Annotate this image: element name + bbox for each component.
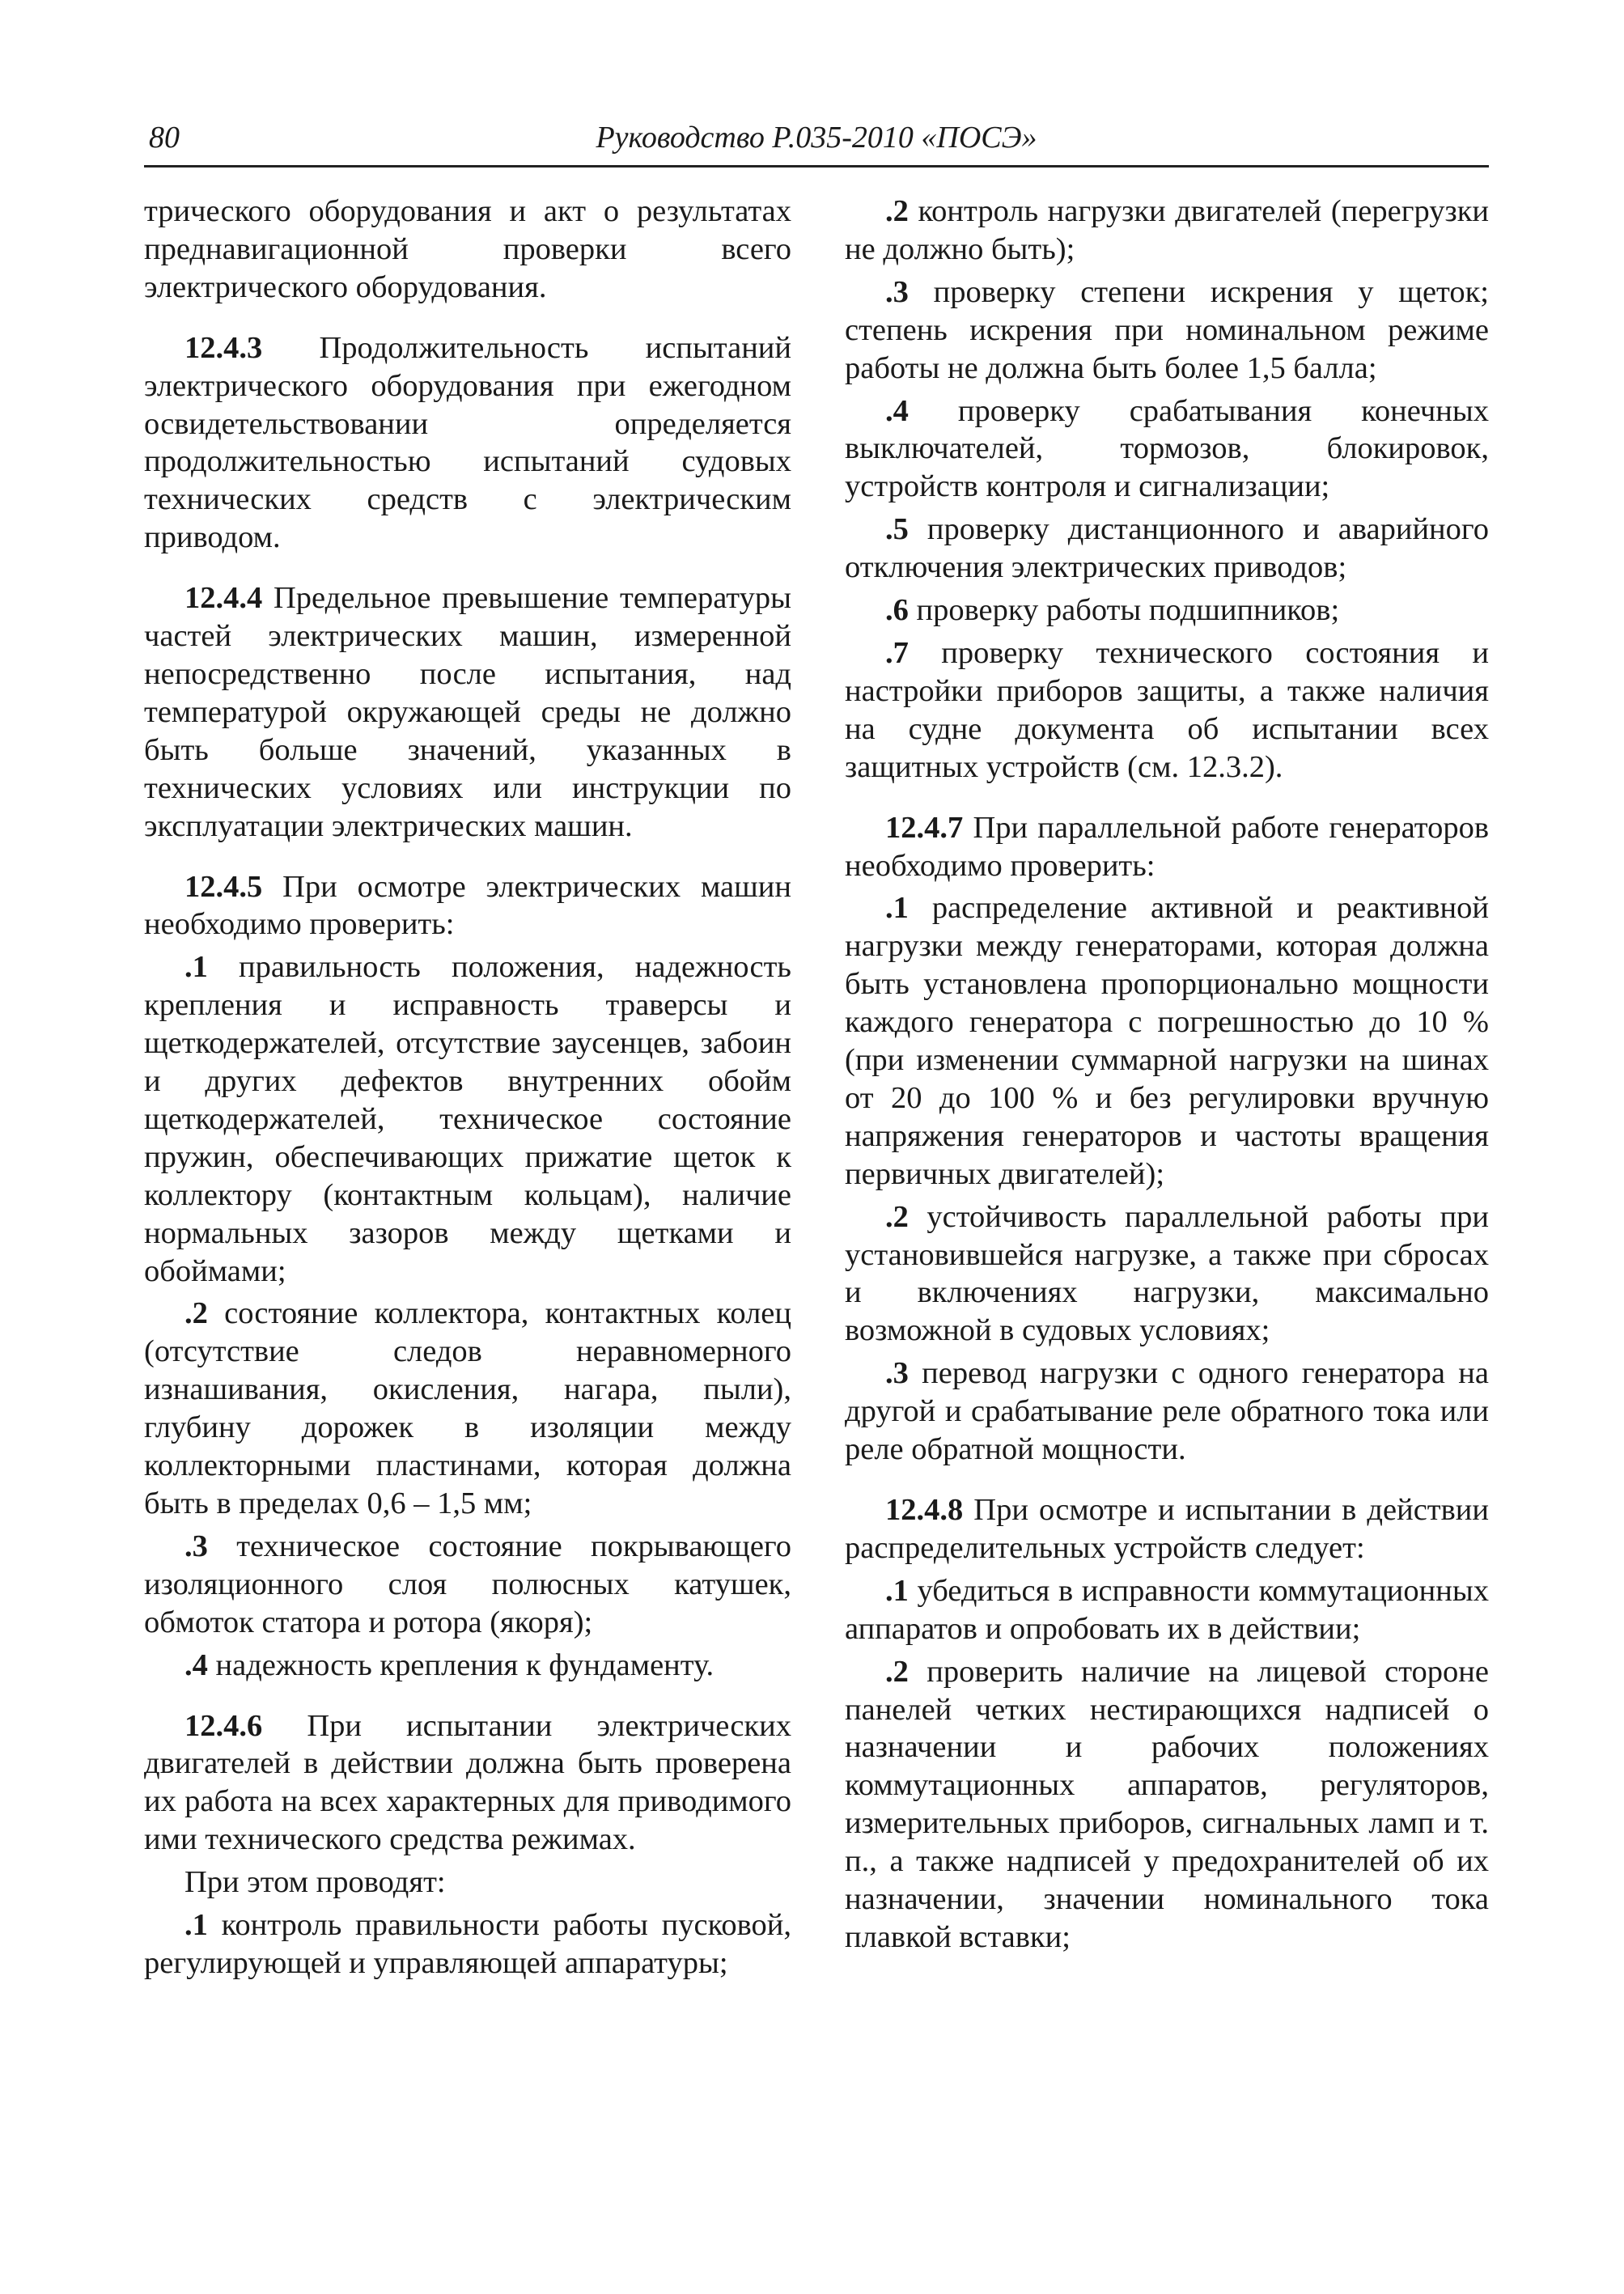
list-item <box>845 889 1489 1193</box>
item-number: .1 <box>184 1908 208 1943</box>
paragraph-text: проверку технического состояния и настройки приборов защиты, а также наличия на судне документа об испытании всех защитных устройств (см. 12.3.2). <box>845 635 1489 784</box>
list-item <box>845 634 1489 787</box>
item-number: .3 <box>885 274 909 309</box>
section-12-4-6 <box>144 1707 791 1859</box>
paragraph-text: контроль нагрузки двигателей (перегрузки не должно быть); <box>845 194 1489 266</box>
item-number: .4 <box>885 393 909 428</box>
paragraph-text: контроль правильности работы пусковой, регулирующей и управляющей аппаратуры; <box>144 1908 791 1980</box>
paragraph-text: Продолжительность испытаний электрического оборудования при ежегодном освидетельствовании определяется продолжительностью испытаний судовых технических средств с электрическим приводом. <box>144 330 791 555</box>
running-title: Руководство Р.035-2010 «ПОСЭ» <box>596 121 1037 155</box>
item-number: .2 <box>885 1199 909 1234</box>
paragraph-text: При параллельной работе генераторов необходимо проверить: <box>845 810 1489 883</box>
paragraph-text: При этом проводят: <box>184 1865 446 1900</box>
item-number: .1 <box>885 891 909 926</box>
section-12-4-5 <box>144 868 791 944</box>
list-item <box>144 948 791 1290</box>
paragraph-text: При осмотре электрических машин необходимо проверить: <box>144 869 791 942</box>
paragraph-text: правильность положения, надежность крепления и исправность траверсы и щеткодержателей, отсутствие заусенцев, забоин и других дефектов внутренних обойм щеткодержателей, техническое состояние пружин, обеспечивающих прижатие щеток к коллектору (контактным кольцам), наличие нормальных зазоров между щетками и обоймами; <box>144 950 791 1288</box>
list-item <box>845 392 1489 507</box>
section-12-4-4 <box>144 579 791 845</box>
paragraph-text: устойчивость параллельной работы при установившейся нагрузке, а также при сбросах и включениях нагрузки, максимально возможной в судовых условиях; <box>845 1199 1489 1348</box>
list-item <box>845 511 1489 587</box>
paragraph-continuation <box>144 193 791 307</box>
paragraph-text: проверку дистанционного и аварийного отключения электрических приводов; <box>845 512 1489 585</box>
list-item <box>845 1198 1489 1351</box>
paragraph-text: При испытании электрических двигателей в действии должна быть проверена их работа на всех характерных для приводимого ими технического средства режимах. <box>144 1708 791 1857</box>
paragraph-text: убедиться в исправности коммутационных аппаратов и опробовать их в действии; <box>845 1573 1489 1646</box>
list-item <box>845 1355 1489 1469</box>
paragraph-text: распределение активной и реактивной нагрузки между генераторами, которая должна быть установлена пропорционально мощности каждого генератора с погрешностью до 10 % (при изменении суммарной нагрузки на шинах от 20 до 100 % и без регулировки вручную напряжения генераторов и частоты вращения первичных двигателей); <box>845 891 1489 1191</box>
section-12-4-7 <box>845 809 1489 885</box>
paragraph-text: проверку степени искрения у щеток; степень искрения при номинальном режиме работы не должна быть более 1,5 балла; <box>845 274 1489 385</box>
item-number: .2 <box>885 194 909 228</box>
page-number: 80 <box>149 121 180 155</box>
item-number: .7 <box>885 635 909 670</box>
paragraph-text: перевод нагрузки с одного генератора на другой и срабатывание реле обратного тока или реле обратной мощности. <box>845 1356 1489 1467</box>
item-number: .2 <box>184 1296 208 1331</box>
list-item <box>144 1906 791 1982</box>
page-header <box>144 120 1489 167</box>
section-number: 12.4.5 <box>184 869 263 904</box>
right-column <box>845 193 1489 1957</box>
left-column <box>144 193 791 1982</box>
item-number: .1 <box>885 1573 909 1608</box>
list-item <box>845 592 1489 630</box>
section-12-4-8 <box>845 1491 1489 1567</box>
item-number: .3 <box>184 1529 208 1563</box>
list-item <box>144 1647 791 1685</box>
section-number: 12.4.3 <box>184 330 263 365</box>
list-item <box>144 1295 791 1522</box>
paragraph-text: При осмотре и испытании в действии распределительных устройств следует: <box>845 1493 1489 1565</box>
paragraph-text: надежность крепления к фундаменту. <box>207 1647 714 1682</box>
list-item <box>845 273 1489 388</box>
paragraph-text: проверить наличие на лицевой стороне панелей четких нестирающихся надписей о назначении и рабочих положениях коммутационных аппаратов, регуляторов, измерительных приборов, сигнальных ламп и т. п., а также надписей у предохранителей об их назначении, значении номинального тока плавкой вставки; <box>845 1654 1489 1954</box>
item-number: .6 <box>885 593 909 628</box>
list-item <box>845 1653 1489 1957</box>
list-item <box>845 193 1489 269</box>
section-number: 12.4.6 <box>184 1708 263 1743</box>
paragraph-text: состояние коллектора, контактных колец (отсутствие следов неравномерного изнашивания, окисления, нагара, пыли), глубину дорожек в изоляции между коллекторными пластинами, которая должна быть в пределах 0,6 – 1,5 мм; <box>144 1296 791 1520</box>
section-number: 12.4.8 <box>885 1493 964 1527</box>
section-number: 12.4.7 <box>885 810 964 845</box>
item-number: .5 <box>885 512 909 547</box>
paragraph-text: трического оборудования и акт о результатах преднавигационной проверки всего электрического оборудования. <box>144 194 791 304</box>
paragraph-text: техническое состояние покрывающего изоляционного слоя полюсных катушек, обмоток статора и ротора (якоря); <box>144 1529 791 1639</box>
item-number: .4 <box>184 1647 208 1682</box>
paragraph-text: проверку работы подшипников; <box>908 593 1340 628</box>
item-number: .3 <box>885 1356 909 1391</box>
paragraph <box>144 1864 791 1902</box>
paragraph-text: проверку срабатывания конечных выключателей, тормозов, блокировок, устройств контроля и сигнализации; <box>845 393 1489 504</box>
section-12-4-3 <box>144 329 791 557</box>
list-item <box>845 1572 1489 1648</box>
section-number: 12.4.4 <box>184 581 263 616</box>
item-number: .1 <box>184 950 208 985</box>
item-number: .2 <box>885 1654 909 1689</box>
paragraph-text: Предельное превышение температуры частей электрических машин, измеренной непосредственно после испытания, над температурой окружающей среды не должно быть больше значений, указанных в технических условиях или инструкции по эксплуатации электрических машин. <box>144 581 791 843</box>
list-item <box>144 1528 791 1642</box>
